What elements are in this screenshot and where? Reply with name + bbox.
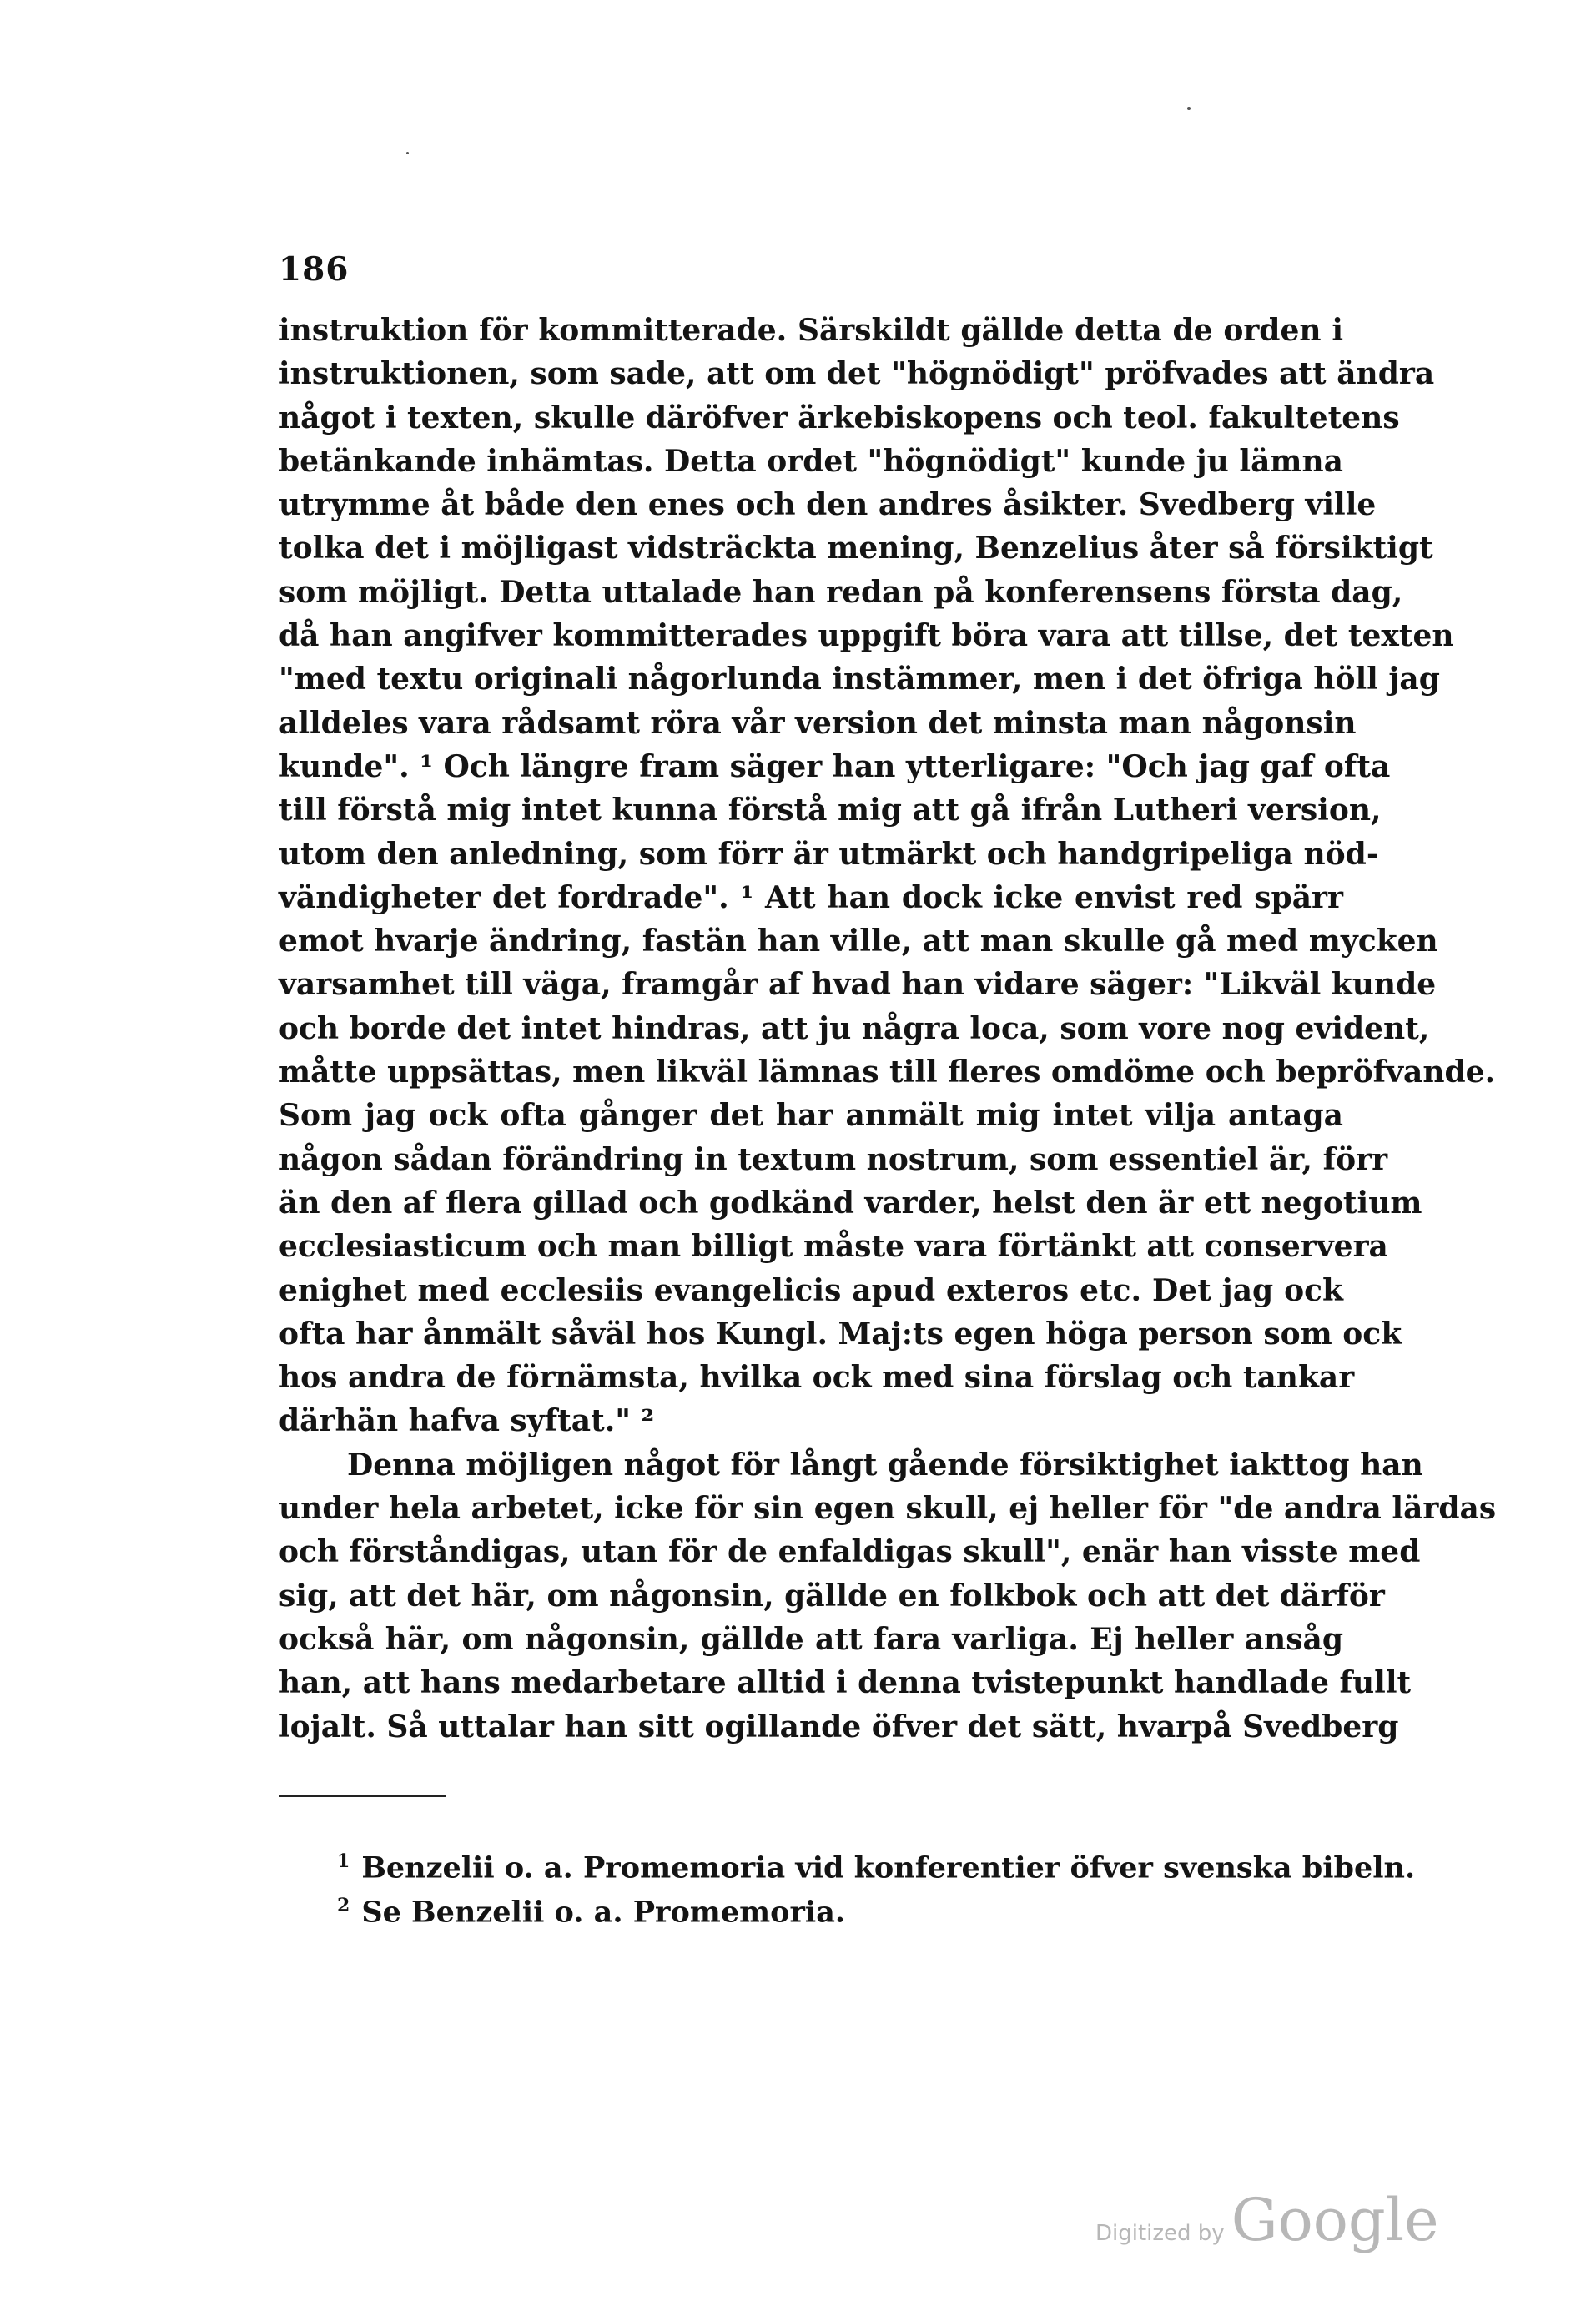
text-line: tolka det i möjligast vidsträckta mening, Benzelius åter så försiktigt	[279, 531, 1433, 566]
text-line: då han angifver kommitterades uppgift böra vara att tillse, det texten	[279, 618, 1454, 654]
text-line: varsamhet till väga, framgår af hvad han vidare säger: "Likväl kunde	[279, 967, 1437, 1003]
footnotes	[337, 1840, 1415, 1928]
footnote-separator	[279, 1795, 446, 1797]
text-line: utrymme åt både den enes och den andres åsikter. Svedberg ville	[279, 487, 1377, 523]
text-line: som möjligt. Detta uttalade han redan på konferensens första dag,	[279, 574, 1403, 610]
text-line: instruktionen, som sade, att om det "högnödigt" pröfvades att ändra	[279, 356, 1435, 392]
text-line: Som jag ock ofta gånger det har anmält mig intet vilja antaga	[279, 1098, 1343, 1134]
text-line: alldeles vara rådsamt röra vår version det minsta man någonsin	[279, 705, 1357, 741]
text-line: betänkande inhämtas. Detta ordet "högnödigt" kunde ju lämna	[279, 443, 1343, 479]
text-line: till förstå mig intet kunna förstå mig att gå ifrån Lutheri version,	[279, 793, 1382, 828]
footnote	[337, 1884, 1415, 1928]
text-line: lojalt. Så uttalar han sitt ogillande öfver det sätt, hvarpå Svedberg	[279, 1709, 1399, 1745]
footnote-text: Se Benzelii o. a. Promemoria.	[361, 1895, 846, 1930]
text-line: "med textu originali någorlunda instämmer, men i det öfriga höll jag	[279, 662, 1440, 697]
text-line: under hela arbetet, icke för sin egen skull, ej heller för "de andra lärdas	[279, 1491, 1497, 1527]
footnote	[337, 1840, 1415, 1884]
digitized-watermark	[1095, 2186, 1439, 2254]
scan-speck	[1187, 107, 1191, 110]
text-line: enighet med ecclesiis evangelicis apud exteros etc. Det jag ock	[279, 1272, 1343, 1308]
text-line: utom den anledning, som förr är utmärkt och handgripeliga nöd-	[279, 836, 1379, 872]
text-line: måtte uppsättas, men likväl lämnas till fleres omdöme och bepröfvande.	[279, 1055, 1496, 1090]
text-line: kunde". ¹ Och längre fram säger han ytterligare: "Och jag gaf ofta	[279, 748, 1391, 784]
text-line: än den af flera gillad och godkänd varder, helst den är ett negotium	[279, 1185, 1422, 1221]
text-line: också här, om någonsin, gällde att fara varliga. Ej heller ansåg	[279, 1621, 1343, 1657]
footnote-mark: 1	[337, 1850, 350, 1872]
text-line: emot hvarje ändring, fastän han ville, att man skulle gå med mycken	[279, 924, 1438, 959]
text-line: någon sådan förändring in textum nostrum, som essentiel är, förr	[279, 1141, 1388, 1177]
body-text	[279, 309, 1497, 1749]
google-logo: Google	[1231, 2186, 1439, 2254]
text-line: och förståndigas, utan för de enfaldigas skull", enär han visste med	[279, 1534, 1421, 1570]
scan-speck	[406, 152, 409, 154]
text-line: hos andra de förnämsta, hvilka ock med sina förslag och tankar	[279, 1360, 1355, 1396]
text-line: ofta har ånmält såväl hos Kungl. Maj:ts egen höga person som ock	[279, 1316, 1402, 1352]
footnote-mark: 2	[337, 1895, 350, 1916]
page-number: 186	[279, 250, 350, 289]
text-line: och borde det intet hindras, att ju några loca, som vore nog evident,	[279, 1010, 1430, 1046]
text-line: något i texten, skulle däröfver ärkebiskopens och teol. fakultetens	[279, 400, 1400, 436]
text-line: instruktion för kommitterade. Särskildt gällde detta de orden i	[279, 313, 1343, 348]
footnote-text: Benzelii o. a. Promemoria vid konferentier öfver svenska bibeln.	[361, 1850, 1416, 1885]
text-line: han, att hans medarbetare alltid i denna tvistepunkt handlade fullt	[279, 1665, 1412, 1701]
watermark-prefix: Digitized by	[1095, 2221, 1225, 2246]
text-line: vändigheter det fordrade". ¹ Att han dock icke envist red spärr	[279, 879, 1343, 915]
text-line: ecclesiasticum och man billigt måste vara förtänkt att conservera	[279, 1229, 1388, 1265]
paragraph-end-line: därhän hafva syftat." ²	[279, 1403, 655, 1439]
paragraph-start-line: Denna möjligen något för långt gående försiktighet iakttog han	[347, 1447, 1423, 1483]
text-line: sig, att det här, om någonsin, gällde en folkbok och att det därför	[279, 1578, 1385, 1614]
